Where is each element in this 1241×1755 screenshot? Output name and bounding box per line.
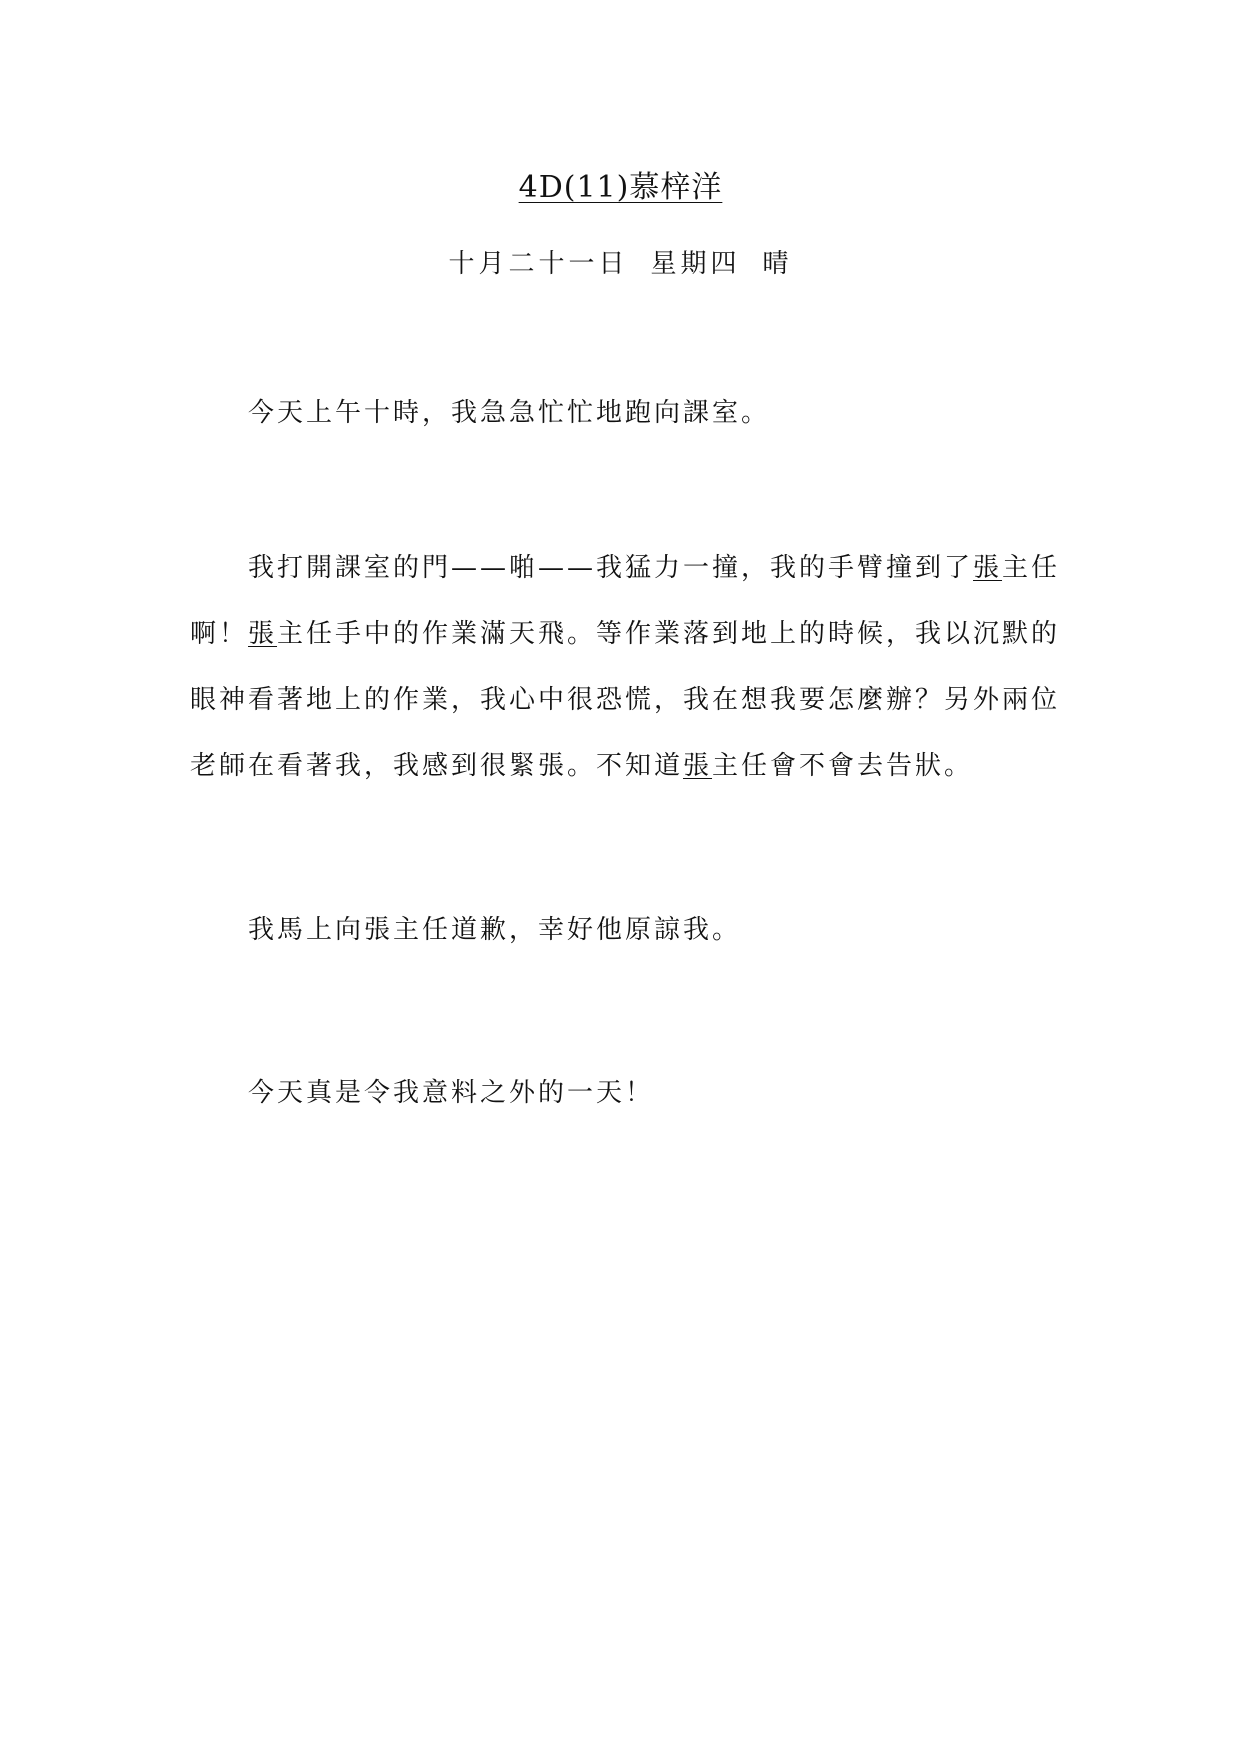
document-title: 4D(11)慕梓洋: [518, 170, 723, 205]
date-weekday: 星期四: [650, 249, 741, 279]
paragraph-2-line-2-text: 主任手中的作業滿天飛。等作業落到地上的時候，我以沉默的: [277, 619, 1061, 649]
paragraph-2-line-4-tail: 主任會不會去告狀。: [712, 751, 974, 781]
paragraph-4: 今天真是令我意料之外的一天！: [248, 1078, 655, 1108]
date-day: 十月二十一日: [448, 249, 629, 279]
paragraph-2-line-4: [190, 733, 1050, 799]
date-line: [0, 246, 1241, 282]
paragraph-3: 我馬上向張主任道歉，幸好他原諒我。: [248, 915, 742, 945]
paragraph-2-line-1: [190, 535, 1061, 601]
proper-name-zhang: 張: [248, 619, 278, 649]
paragraph-2-line-4-text: 老師在看著我，我感到很緊張。不知道: [190, 751, 684, 781]
paragraph-2-line-1-tail: 主任: [1002, 553, 1061, 583]
date-weather: 晴: [762, 249, 793, 279]
proper-name-zhang: 張: [683, 751, 713, 781]
paragraph-2-line-3: 眼神看著地上的作業，我心中很恐慌，我在想我要怎麼辦？另外兩位: [190, 685, 1061, 715]
paragraph-2: [190, 535, 1061, 799]
proper-name-zhang: 張: [973, 553, 1003, 583]
paragraph-2-line-2-head: 啊！: [190, 619, 249, 649]
paragraph-2-line-1-text: 我打開課室的門——啪——我猛力一撞，我的手臂撞到了: [248, 553, 974, 583]
paragraph-2-line-2: [190, 601, 1061, 667]
paragraph-1: 今天上午十時，我急急忙忙地跑向課室。: [248, 398, 771, 428]
